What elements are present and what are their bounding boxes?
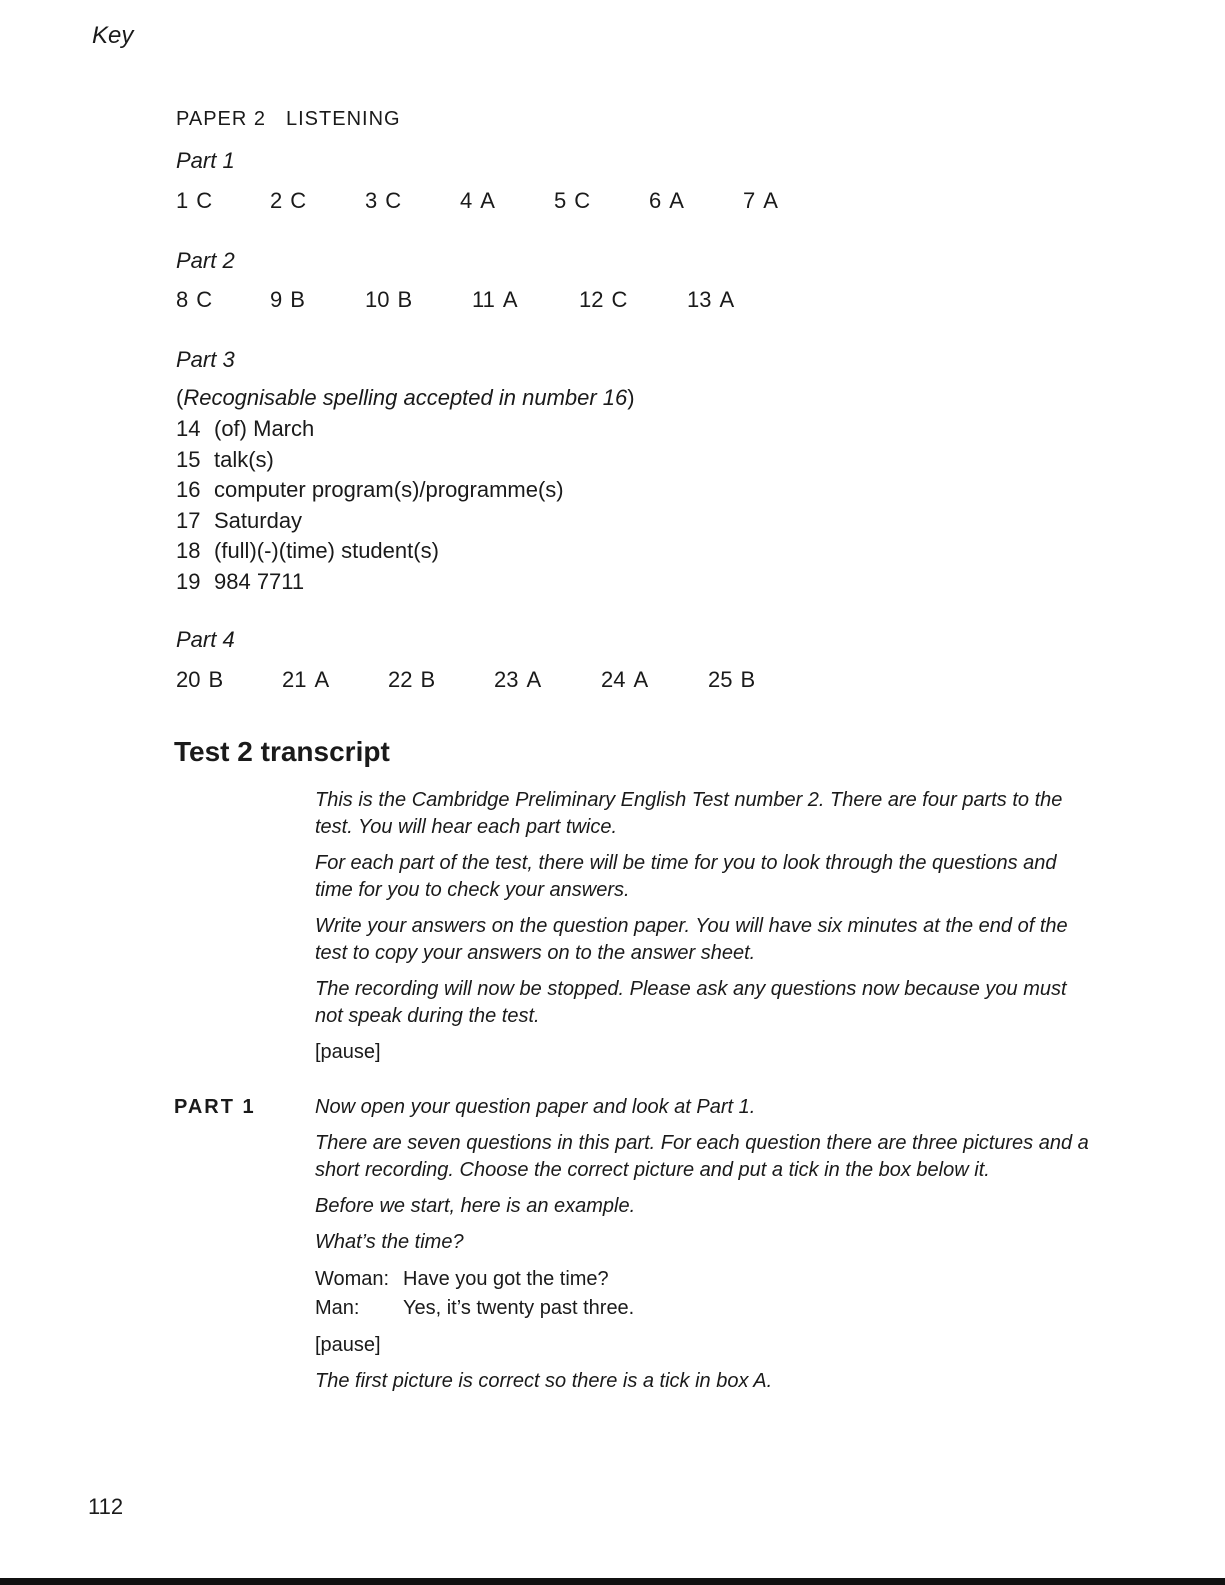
part2-answers (176, 287, 796, 317)
page-number: 112 (88, 1494, 124, 1519)
answer-item: 2 C (270, 188, 307, 213)
answer-item: 11 A (472, 287, 518, 312)
part3-note: (Recognisable spelling accepted in number 16) (176, 385, 635, 410)
dialogue-line (315, 1294, 1095, 1323)
answer-item: 21 A (282, 667, 330, 692)
speaker-text: Yes, it’s twenty past three. (403, 1297, 635, 1319)
list-item: 15 talk(s) (176, 446, 274, 472)
list-item: 14 (of) March (176, 416, 315, 441)
section-header: Key (92, 22, 134, 49)
part4-label: Part 4 (176, 627, 235, 652)
pause-marker: [pause] (315, 1334, 381, 1356)
part2-label: Part 2 (176, 248, 235, 273)
transcript-intro (315, 787, 1095, 1075)
answer-item: 4 A (460, 188, 495, 213)
answer-item: 1 C (176, 188, 213, 213)
dialogue-line (315, 1265, 1095, 1294)
speaker-name: Man: (315, 1297, 360, 1319)
answer-item: 24 A (601, 667, 649, 692)
answer-item: 25 B (708, 667, 756, 692)
answer-item: 22 B (388, 667, 436, 692)
list-item: 18 (full)(-)(time) student(s) (176, 538, 439, 564)
paper-heading (176, 108, 401, 131)
part1-side-label: PART 1 (174, 1096, 256, 1118)
scan-edge-bar (0, 1578, 1225, 1585)
part1-label: Part 1 (176, 148, 235, 173)
part3-answer-list (176, 414, 564, 598)
transcript-part1 (315, 1094, 1095, 1404)
answer-item: 7 A (743, 188, 778, 213)
answer-item: 13 A (687, 287, 735, 312)
paper-name: LISTENING (286, 108, 401, 130)
answer-item: 10 B (365, 287, 413, 312)
intro-paragraph: This is the Cambridge Preliminary English Test number 2. There are four parts to the test. You will hear each part twice. (315, 789, 1063, 838)
instruction-paragraph: The first picture is correct so there is a tick in box A. (315, 1370, 773, 1392)
part4-answers (176, 667, 796, 697)
transcript-title: Test 2 transcript (174, 736, 390, 767)
answer-item: 3 C (365, 188, 402, 213)
answer-item: 20 B (176, 667, 224, 692)
intro-paragraph: For each part of the test, there will be time for you to look through the questions and time for you to check your answers. (315, 852, 1057, 901)
list-item: 17 Saturday (176, 507, 303, 533)
intro-paragraph: Write your answers on the question paper. You will have six minutes at the end of the test to copy your answers on to the answer sheet. (315, 915, 1068, 964)
list-item: 16 computer program(s)/programme(s) (176, 477, 564, 503)
intro-paragraph: The recording will now be stopped. Please ask any questions now because you must not speak during the test. (315, 978, 1067, 1027)
answer-item: 8 C (176, 287, 213, 312)
speaker-name: Woman: (315, 1268, 390, 1290)
answer-item: 9 B (270, 287, 305, 312)
part1-answers (176, 188, 836, 218)
instruction-paragraph: Now open your question paper and look at Part 1. (315, 1096, 756, 1118)
speaker-text: Have you got the time? (403, 1268, 609, 1290)
instruction-paragraph: Before we start, here is an example. (315, 1195, 636, 1217)
pause-marker: [pause] (315, 1041, 381, 1063)
answer-item: 23 A (494, 667, 542, 692)
instruction-paragraph: There are seven questions in this part. For each question there are three pictures and a short recording. Choose the correct picture and put a tick in the box below it. (315, 1132, 1089, 1181)
answer-item: 12 C (579, 287, 628, 312)
answer-item: 5 C (554, 188, 591, 213)
answer-item: 6 A (649, 188, 684, 213)
paper-number: PAPER 2 (176, 108, 266, 130)
part3-label: Part 3 (176, 347, 235, 372)
list-item: 19 984 7711 (176, 568, 305, 594)
example-question: What’s the time? (315, 1231, 464, 1253)
